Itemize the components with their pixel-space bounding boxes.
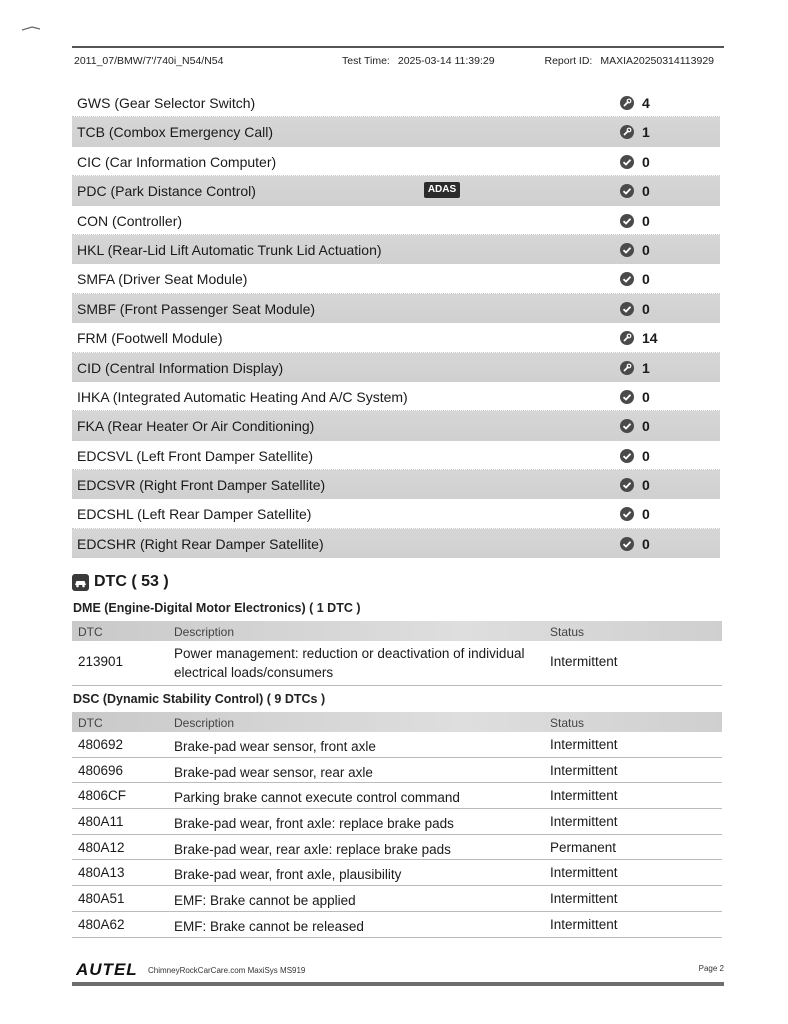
dtc-code: 480A11 — [78, 814, 124, 830]
dtc-table-header — [72, 712, 722, 732]
module-row — [72, 147, 720, 176]
dtc-count: 0 — [642, 477, 650, 494]
module-row — [72, 441, 720, 470]
module-status — [620, 447, 700, 465]
module-name: CON (Controller) — [77, 212, 183, 229]
dtc-row — [72, 860, 722, 886]
dtc-row — [72, 886, 722, 912]
dtc-description: Power management: reduction or deactivation of individual electrical loads/consumers — [174, 646, 525, 680]
dtc-status: Intermittent — [550, 916, 618, 932]
module-name: GWS (Gear Selector Switch) — [77, 95, 256, 111]
check-icon — [620, 507, 634, 521]
module-row — [72, 235, 720, 264]
check-icon — [620, 449, 634, 463]
dtc-status: Intermittent — [550, 654, 618, 669]
footer-rule — [72, 982, 724, 986]
module-list — [72, 88, 720, 558]
dtc-code: 480A51 — [78, 891, 125, 907]
wrench-icon — [620, 361, 634, 375]
dtc-description: Brake-pad wear, front axle, plausibility — [174, 867, 402, 883]
module-name: CIC (Car Information Computer) — [77, 153, 277, 170]
dtc-row — [72, 732, 722, 758]
module-status — [620, 417, 700, 435]
check-icon — [620, 419, 634, 433]
page-number: Page 2 — [698, 964, 724, 973]
module-name: PDC (Park Distance Control) — [77, 183, 256, 200]
dtc-description: Brake-pad wear sensor, front axle — [174, 739, 376, 754]
dtc-count: 0 — [642, 535, 650, 552]
module-status — [620, 300, 700, 318]
check-icon — [620, 302, 634, 316]
wrench-icon — [620, 96, 634, 110]
dtc-description: Brake-pad wear, rear axle: replace brake pads — [174, 841, 451, 857]
dtc-count: 1 — [642, 359, 650, 376]
module-row — [72, 176, 720, 205]
column-header-status: Status — [550, 625, 585, 639]
module-status — [620, 153, 700, 171]
module-name: HKL (Rear-Lid Lift Automatic Trunk Lid Actuation) — [77, 241, 382, 258]
dtc-count: 0 — [642, 212, 650, 229]
module-status — [620, 241, 700, 259]
dtc-count: 0 — [642, 153, 650, 170]
dtc-code: 480696 — [78, 762, 124, 778]
dtc-row — [72, 835, 722, 861]
vehicle-path: 2011_07/BMW/7'/740i_N54/N54 — [74, 55, 224, 67]
column-header-description: Description — [174, 625, 235, 639]
module-row — [72, 353, 720, 382]
check-icon — [620, 390, 634, 404]
check-icon — [620, 184, 634, 198]
wrench-icon — [620, 125, 634, 139]
check-icon — [620, 478, 634, 492]
column-header-description: Description — [174, 716, 235, 730]
footer — [74, 960, 724, 980]
dtc-section-title: DME (Engine-Digital Motor Electronics) ( 1 DTC ) — [73, 601, 361, 615]
dtc-status: Intermittent — [550, 814, 618, 830]
adas-badge: ADAS — [424, 182, 460, 198]
dtc-description: Brake-pad wear sensor, rear axle — [174, 764, 373, 780]
dtc-count: 0 — [642, 241, 650, 258]
module-status — [620, 94, 700, 112]
module-name: TCB (Combox Emergency Call) — [77, 124, 274, 141]
dtc-code: 4806CF — [78, 788, 127, 804]
footer-text: ChimneyRockCarCare.com MaxiSys MS919 — [148, 966, 306, 975]
dtc-status: Intermittent — [550, 762, 618, 778]
dtc-description: Brake-pad wear, front axle: replace brake pads — [174, 816, 454, 832]
module-name: SMFA (Driver Seat Module) — [77, 271, 248, 288]
module-status — [620, 359, 700, 377]
dtc-row — [72, 809, 722, 835]
dtc-count: 0 — [642, 300, 650, 317]
dtc-section-title: DSC (Dynamic Stability Control) ( 9 DTCs ) — [73, 692, 326, 706]
module-status — [620, 388, 700, 406]
check-icon — [620, 537, 634, 551]
module-status — [620, 505, 700, 523]
module-name: FRM (Footwell Module) — [77, 330, 223, 347]
dtc-table — [72, 621, 722, 686]
column-header-status: Status — [550, 716, 585, 730]
module-name: IHKA (Integrated Automatic Heating And A/C System) — [77, 388, 408, 405]
module-status — [620, 535, 700, 553]
module-status — [620, 212, 700, 230]
check-icon — [620, 272, 634, 286]
dtc-count: 0 — [642, 271, 650, 288]
dtc-table — [72, 712, 722, 938]
dtc-code: 480A62 — [78, 916, 125, 932]
dtc-status: Intermittent — [550, 737, 618, 752]
module-status — [620, 270, 700, 288]
module-name: FKA (Rear Heater Or Air Conditioning) — [77, 418, 315, 435]
dtc-description: Parking brake cannot execute control command — [174, 790, 460, 806]
module-name: SMBF (Front Passenger Seat Module) — [77, 300, 316, 317]
dtc-title: DTC ( 53 ) — [94, 573, 169, 590]
module-row — [72, 88, 720, 117]
column-header-dtc: DTC — [78, 625, 103, 639]
dtc-description: EMF: Brake cannot be applied — [174, 893, 356, 909]
check-icon — [620, 214, 634, 228]
module-row — [72, 206, 720, 235]
module-row — [72, 411, 720, 440]
scan-artifact-mark — [22, 26, 40, 32]
module-name: EDCSHL (Left Rear Damper Satellite) — [77, 506, 312, 523]
dtc-table-header — [72, 621, 722, 641]
test-time: Test Time: 2025-03-14 11:39:29 — [342, 55, 495, 67]
module-name: EDCSVR (Right Front Damper Satellite) — [77, 477, 326, 494]
module-row — [72, 294, 720, 323]
check-icon — [620, 243, 634, 257]
header-rule — [72, 46, 724, 48]
dtc-count: 0 — [642, 506, 650, 523]
dtc-status: Permanent — [550, 839, 617, 855]
dtc-row — [72, 783, 722, 809]
dtc-code: 480A13 — [78, 865, 125, 881]
dtc-count: 0 — [642, 418, 650, 435]
module-row — [72, 323, 720, 352]
dtc-code: 213901 — [78, 654, 124, 669]
dtc-status: Intermittent — [550, 788, 618, 804]
dtc-status: Intermittent — [550, 891, 618, 907]
dtc-code: 480692 — [78, 737, 124, 752]
report-header — [74, 55, 724, 71]
dtc-count: 1 — [642, 124, 650, 141]
module-status — [620, 476, 700, 494]
dtc-description: EMF: Brake cannot be released — [174, 918, 364, 934]
module-row — [72, 470, 720, 499]
module-status — [620, 182, 700, 200]
dtc-count: 0 — [642, 388, 650, 405]
check-icon — [620, 155, 634, 169]
module-name: EDCSHR (Right Rear Damper Satellite) — [77, 535, 324, 552]
module-row — [72, 529, 720, 558]
dtc-count: 4 — [642, 95, 650, 111]
dtc-status: Intermittent — [550, 865, 618, 881]
column-header-dtc: DTC — [78, 716, 103, 730]
dtc-count: 14 — [642, 330, 658, 347]
dtc-row — [72, 758, 722, 784]
dtc-count: 0 — [642, 447, 650, 464]
module-row — [72, 117, 720, 146]
module-row — [72, 264, 720, 293]
autel-logo: AUTEL — [76, 960, 138, 979]
dtc-row — [72, 912, 722, 938]
dtc-car-icon — [72, 574, 89, 591]
module-status — [620, 329, 700, 347]
module-name: CID (Central Information Display) — [77, 359, 284, 376]
module-name: EDCSVL (Left Front Damper Satellite) — [77, 447, 314, 464]
wrench-icon — [620, 331, 634, 345]
dtc-count: 0 — [642, 183, 650, 200]
dtc-row — [72, 641, 722, 686]
module-status — [620, 123, 700, 141]
module-row — [72, 382, 720, 411]
report-id: Report ID: MAXIA20250314113929 — [544, 55, 714, 67]
dtc-code: 480A12 — [78, 839, 125, 855]
module-row — [72, 499, 720, 528]
